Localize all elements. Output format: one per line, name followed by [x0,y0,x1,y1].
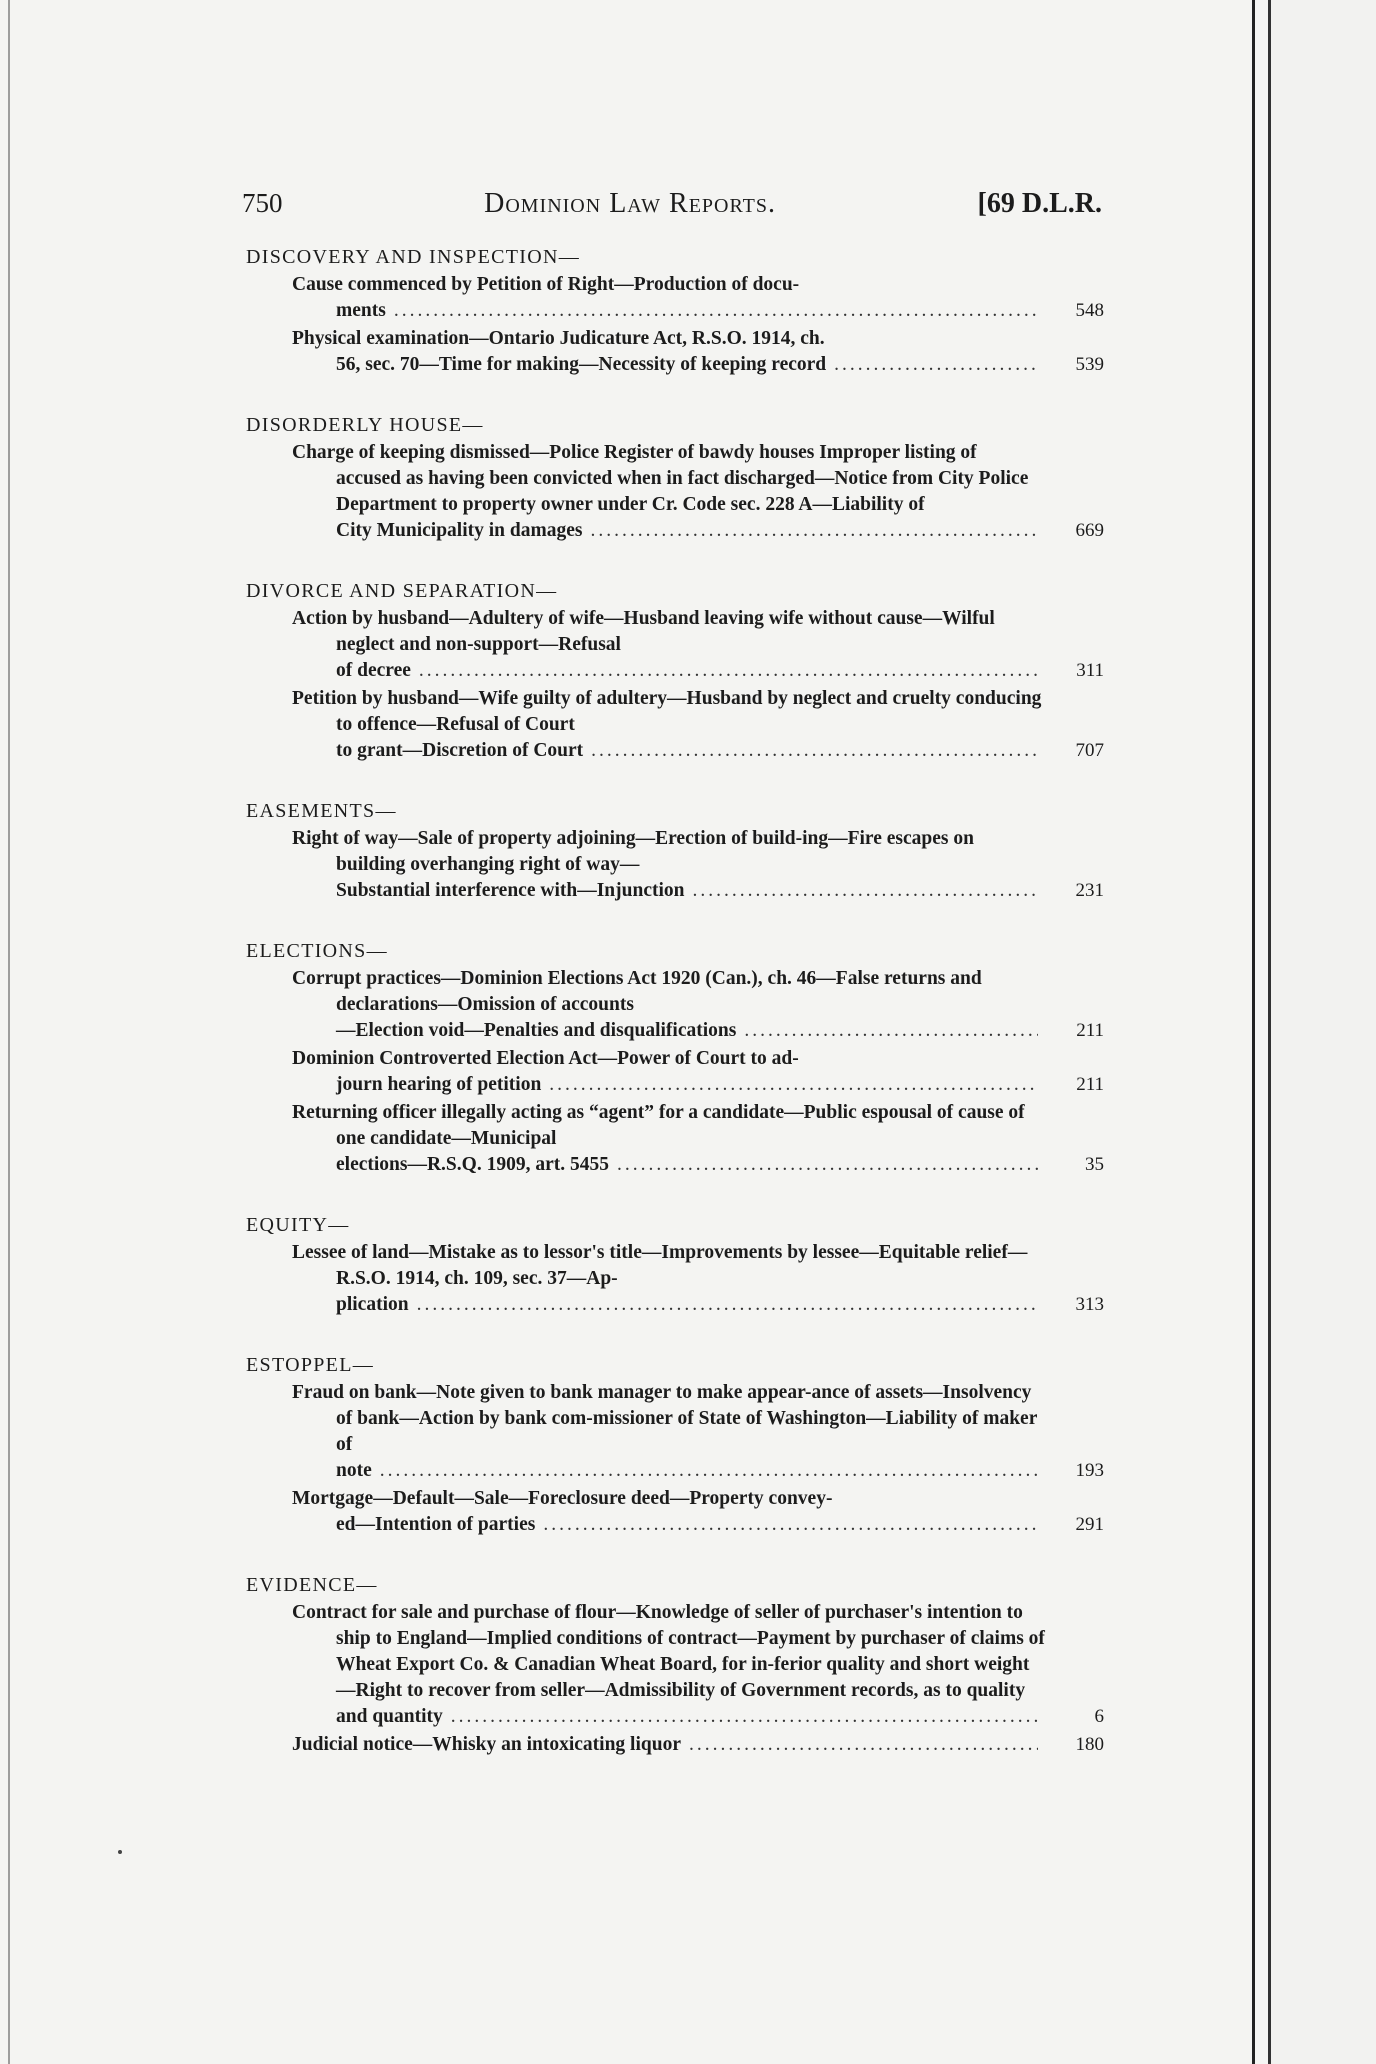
index-entry [246,1732,1104,1758]
entry-text: Charge of keeping dismissed—Police Register of bawdy houses Improper listing of accused as having been convicted when in fact discharged—Notice from City Police Department to property owner under Cr. Code sec. 228 A—Liability of [292,442,1029,515]
entry-text: Physical examination—Ontario Judicature Act, R.S.O. 1914, ch. [292,328,825,349]
section-heading: EVIDENCE— [246,1574,378,1596]
entry-last-line [336,878,1046,904]
dot-leader [417,1292,1038,1318]
index-section [246,412,1104,544]
entry-text: Fraud on bank—Note given to bank manager to make appear-ance of assets—Insolvency of bank—Action by bank com-missioner of State of Washington—Liability of maker of [292,1382,1037,1455]
page-reference: 291 [1075,1514,1104,1535]
entry-last-line [336,1292,1046,1318]
entry-last-line [336,298,1046,324]
dot-leader [590,518,1038,544]
index-entry [246,1100,1104,1178]
adjacent-page [1271,0,1376,2064]
entry-last-line [336,1458,1046,1484]
index-content [246,244,1104,1792]
index-section [246,244,1104,378]
entry-text-tail: plication [336,1294,409,1315]
entry-last-line [292,1732,1046,1758]
page-reference: 311 [1076,660,1104,681]
index-entry [246,272,1104,324]
index-section [246,798,1104,904]
page-reference: 211 [1076,1074,1104,1095]
entry-text: Returning officer illegally acting as “agent” for a candidate—Public espousal of cause of one candidate—Municipal [292,1102,1025,1149]
entry-text-tail: ed—Intention of parties [336,1514,536,1535]
dot-leader [617,1152,1038,1178]
index-section [246,938,1104,1178]
page-number: 750 [242,188,283,218]
page-reference: 180 [1075,1734,1104,1755]
dot-leader [591,738,1038,764]
entry-text-tail: to grant—Discretion of Court [336,740,584,761]
running-header [242,188,1102,228]
page-reference: 548 [1075,300,1104,321]
page-reference: 707 [1075,740,1104,761]
dot-leader [689,1732,1038,1758]
entry-last-line [336,518,1046,544]
page-reference: 6 [1094,1706,1104,1727]
entry-text: Right of way—Sale of property adjoining—Erection of build-ing—Fire escapes on building overhanging right of way— [292,828,974,875]
entry-text: Petition by husband—Wife guilty of adultery—Husband by neglect and cruelty conducing to offence—Refusal of Court [292,688,1042,735]
index-entry [246,606,1104,684]
entry-last-line [336,1704,1046,1730]
index-entry [246,326,1104,378]
section-heading: DIVORCE AND SEPARATION— [246,580,558,602]
dot-leader [543,1512,1038,1538]
index-entry [246,1380,1104,1484]
entry-text: Cause commenced by Petition of Right—Production of docu- [292,274,800,295]
entry-text-tail: City Municipality in damages [336,520,583,541]
section-heading: DISCOVERY AND INSPECTION— [246,246,581,268]
entry-last-line [336,1512,1046,1538]
running-title: Dominion Law Reports. [484,188,776,219]
section-heading: DISORDERLY HOUSE— [246,414,484,436]
entry-text: Lessee of land—Mistake as to lessor's title—Improvements by lessee—Equitable relief—R.S.O. 1914, ch. 109, sec. 37—Ap- [292,1242,1028,1289]
page-reference: 231 [1075,880,1104,901]
section-heading: ELECTIONS— [246,940,388,962]
dot-leader [693,878,1039,904]
index-entry [246,440,1104,544]
entry-text: Contract for sale and purchase of flour—Knowledge of seller of purchaser's intention to ship to England—Implied conditions of contract—Payment by purchaser of claims of Wheat Export Co. & Canadian Wheat Board, for in-ferior quality and short weight—Right to recover from seller—Admissibility of Government records, as to quality [292,1602,1045,1701]
entry-text: Action by husband—Adultery of wife—Husband leaving wife without cause—Wilful neglect and non-support—Refusal [292,608,995,655]
entry-text: Mortgage—Default—Sale—Foreclosure deed—Property convey- [292,1488,833,1509]
index-section [246,1352,1104,1538]
index-entry [246,1240,1104,1318]
dot-leader [549,1072,1038,1098]
index-entry [246,826,1104,904]
index-entry [246,1486,1104,1538]
entry-last-line [336,1018,1046,1044]
entry-last-line [336,658,1046,684]
page-margin [1255,0,1268,2064]
index-section [246,1572,1104,1758]
dot-leader [451,1704,1038,1730]
entry-last-line [336,352,1046,378]
page-reference: 313 [1075,1294,1104,1315]
volume-reference: [69 D.L.R. [977,188,1102,219]
dot-leader [419,658,1038,684]
entry-text-tail: 56, sec. 70—Time for making—Necessity of keeping record [336,354,827,375]
dot-leader [394,298,1038,324]
index-section [246,578,1104,764]
page-reference: 193 [1075,1460,1104,1481]
entry-text: Dominion Controverted Election Act—Power of Court to ad- [292,1048,799,1069]
entry-text-tail: journ hearing of petition [336,1074,542,1095]
section-heading: EQUITY— [246,1214,350,1236]
page-reference: 211 [1076,1020,1104,1041]
dot-leader [834,352,1038,378]
entry-last-line [336,1152,1046,1178]
page-reference: 35 [1085,1154,1104,1175]
entry-text-tail: elections—R.S.Q. 1909, art. 5455 [336,1154,609,1175]
scan-speck [118,1850,122,1854]
index-entry [246,1600,1104,1730]
entry-text-tail: Judicial notice—Whisky an intoxicating liquor [292,1734,681,1755]
entry-last-line [336,738,1046,764]
entry-text-tail: Substantial interference with—Injunction [336,880,685,901]
section-heading: EASEMENTS— [246,800,397,822]
page-gutter-edge [8,0,10,2064]
entry-text-tail: of decree [336,660,411,681]
index-entry [246,966,1104,1044]
index-entry [246,1046,1104,1098]
entry-last-line [336,1072,1046,1098]
entry-text-tail: —Election void—Penalties and disqualifications [336,1020,737,1041]
index-entry [246,686,1104,764]
dot-leader [380,1458,1038,1484]
section-heading: ESTOPPEL— [246,1354,375,1376]
entry-text: Corrupt practices—Dominion Elections Act 1920 (Can.), ch. 46—False returns and declarations—Omission of accounts [292,968,982,1015]
page-reference: 539 [1075,354,1104,375]
dot-leader [744,1018,1038,1044]
index-section [246,1212,1104,1318]
entry-text-tail: note [336,1460,372,1481]
page-reference: 669 [1075,520,1104,541]
entry-text-tail: ments [336,300,386,321]
entry-text-tail: and quantity [336,1706,443,1727]
